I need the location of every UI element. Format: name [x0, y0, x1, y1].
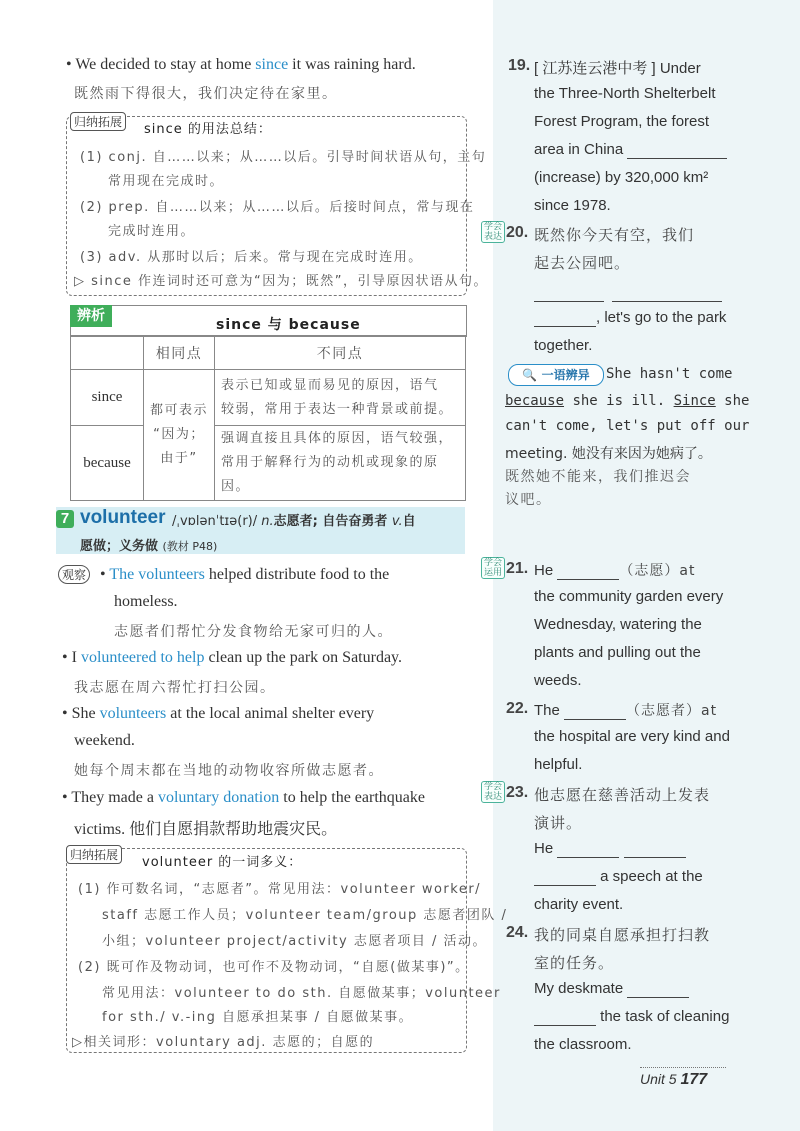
shared-line: “因为； — [153, 427, 205, 442]
shared-line: 由于” — [160, 451, 198, 466]
yiyu-text: She hasn't come — [606, 366, 733, 382]
answer-blank[interactable] — [627, 980, 689, 998]
textbook-ref: (教材 P48) — [162, 540, 218, 553]
yiyu-text: 既然她不能来，我们推迟会 — [505, 469, 691, 485]
q19-text: [ 江苏连云港中考 ] Under — [534, 60, 701, 77]
diff-line: 较弱，常用于表达一种背景或前提。 — [221, 401, 454, 417]
yiyu-text: can't come, let's put off our — [505, 418, 750, 434]
pronunciation: /ˌvɒlənˈtɪə(r)/ — [172, 514, 262, 529]
q20-text: 既然你今天有空，我们 — [534, 226, 695, 244]
example-3-cn: 她每个周末都在当地的动物收容所做志愿者。 — [74, 763, 384, 779]
example-1-cont: homeless. — [114, 593, 178, 610]
example-1: • The volunteers helped distribute food to the — [100, 566, 390, 583]
highlight: voluntary donation — [157, 789, 280, 806]
entry-definition-2 — [80, 535, 217, 554]
q23-text: 他志愿在慈善活动上发表 — [534, 786, 711, 804]
entry-number: 7 — [56, 510, 74, 528]
example-2-cn: 我志愿在周六帮忙打扫公园。 — [74, 680, 276, 696]
diff-line: 表示已知或显而易见的原因，语气 — [221, 377, 439, 393]
yiyu-text: 议吧。 — [505, 492, 552, 508]
answer-blank[interactable] — [564, 702, 626, 720]
yiyu-label: 🔍 一语辨异 — [508, 364, 604, 386]
diff-line: 常用于解释行为的动机或现象的原因。 — [221, 455, 439, 494]
shared-meaning — [144, 370, 215, 501]
q20-text: together. — [534, 337, 593, 354]
volunteer-summary-line: (1) 作可数名词，“志愿者”。常见用法：volunteer worker/ — [78, 882, 482, 897]
since-example: • We decided to stay at home since it was raining hard. — [66, 56, 416, 73]
entry-word: volunteer — [80, 507, 166, 528]
shared-line: 都可表示 — [149, 403, 208, 418]
magnifier-icon: 🔍 — [522, 368, 538, 382]
q19-text: the Three-North Shelterbelt — [534, 85, 716, 102]
q23-line4: a speech at the — [534, 868, 703, 886]
bianxi-label: 辨析 — [70, 305, 112, 327]
yiyu-text: meeting. 她没有来因为她病了。 — [505, 446, 712, 462]
answer-blank[interactable] — [534, 868, 596, 886]
diff-line: 强调直接且具体的原因，语气较强， — [221, 431, 454, 446]
q24-line3: My deskmate — [534, 980, 689, 998]
since-summary-title: since 的用法总结： — [144, 122, 272, 137]
answer-blank[interactable] — [534, 1008, 596, 1026]
yiyu-text: because she is ill. Since she — [505, 393, 750, 409]
highlight: volunteered to help — [80, 649, 205, 666]
example-3-cont: weekend. — [74, 732, 135, 749]
example-3: • She volunteers at the local animal shelter every — [62, 705, 375, 722]
answer-blank[interactable] — [557, 840, 619, 858]
since-summary-line: 常用现在完成时。 — [108, 174, 225, 189]
q22-line1: The （志愿者）at — [534, 702, 718, 719]
pos: n. — [261, 514, 274, 529]
volunteer-summary-line: 常见用法：volunteer to do sth. 自愿做某事；volunteer — [102, 986, 501, 1001]
q22-text: the hospital are very kind and — [534, 728, 730, 745]
since-summary-line: (3) adv. 从那时以后；后来。常与现在完成时连用。 — [80, 250, 423, 265]
q21-text: Wednesday, watering the — [534, 616, 702, 633]
q24-text: 室的任务。 — [534, 954, 615, 972]
since-summary-line: (2) prep. 自……以来；从……以后。后接时间点，常与现在 — [80, 200, 475, 215]
q20-line4: , let's go to the park — [534, 309, 726, 327]
footer-rule — [640, 1067, 726, 1068]
example-4-cont: victims. 他们自愿捐款帮助地震灾民。 — [74, 821, 338, 838]
volunteer-summary-title: volunteer 的一词多义： — [142, 855, 303, 870]
answer-blank[interactable] — [624, 840, 686, 858]
volunteer-summary-note: ▷相关词形：voluntary adj. 志愿的；自愿的 — [72, 1035, 375, 1050]
q21-line1: He （志愿）at — [534, 562, 696, 579]
col-same: 相同点 — [144, 336, 215, 370]
q19-number: 19. — [508, 57, 531, 74]
answer-blank[interactable] — [557, 562, 619, 580]
answer-blank[interactable] — [612, 284, 722, 302]
footer — [640, 1071, 707, 1089]
row-since: since — [71, 370, 144, 426]
pos: v. — [391, 514, 403, 529]
example-4: • They made a voluntary donation to help the earthquake — [62, 789, 425, 806]
meaning: 自 — [402, 514, 416, 529]
q21-text: the community garden every — [534, 588, 724, 605]
meaning: 愿做；义务做 — [80, 539, 159, 554]
q21-text: plants and pulling out the — [534, 644, 701, 661]
meaning: 志愿者; 自告奋勇者 — [273, 514, 392, 529]
learn-express-tag: 学会表达 — [481, 221, 505, 243]
answer-blank[interactable] — [534, 284, 604, 302]
answer-blank[interactable] — [627, 141, 727, 159]
observe-label: 观察 — [58, 565, 90, 584]
because-diff — [215, 426, 466, 501]
learn-express-tag: 学会表达 — [481, 781, 505, 803]
highlight: The volunteers — [109, 566, 205, 583]
since-summary-note: ▷ since 作连词时还可意为“因为；既然”，引导原因状语从句。 — [74, 274, 489, 289]
q21-number: 21. — [506, 560, 529, 577]
q19-text: (increase) by 320,000 km² — [534, 169, 709, 186]
since-summary-line: 完成时连用。 — [108, 224, 196, 239]
answer-blank[interactable] — [534, 309, 596, 327]
q22-number: 22. — [506, 700, 529, 717]
bianxi-title: since 与 because — [216, 317, 361, 333]
since-summary-line: (1) conj. 自……以来；从……以后。引导时间状语从句，主句 — [80, 150, 487, 165]
q20-line3 — [534, 284, 722, 302]
q22-text: helpful. — [534, 756, 583, 773]
q24-line4: the task of cleaning — [534, 1008, 729, 1026]
q24-text: the classroom. — [534, 1036, 632, 1053]
example-1-cn: 志愿者们帮忙分发食物给无家可归的人。 — [114, 624, 393, 640]
q24-text: 我的同桌自愿承担打扫教 — [534, 926, 711, 944]
q23-text: charity event. — [534, 896, 624, 913]
q19-text: since 1978. — [534, 197, 611, 214]
q23-text: 演讲。 — [534, 814, 583, 832]
page-number: 177 — [680, 1071, 708, 1088]
highlight: volunteers — [99, 705, 167, 722]
q24-number: 24. — [506, 924, 529, 941]
q21-text: weeds. — [534, 672, 582, 689]
q23-number: 23. — [506, 784, 529, 801]
q19-line4: area in China — [534, 141, 727, 159]
q20-text: 起去公园吧。 — [534, 254, 631, 272]
col-diff: 不同点 — [215, 336, 466, 370]
example-2: • I volunteered to help clean up the park on Saturday. — [62, 649, 403, 666]
summary-label: 归纳拓展 — [66, 845, 122, 864]
entry-definition — [172, 510, 416, 529]
volunteer-summary-line: (2) 既可作及物动词，也可作不及物动词，“自愿(做某事)”。 — [78, 960, 470, 975]
learn-apply-tag: 学会运用 — [481, 557, 505, 579]
since-example-cn: 既然雨下得很大，我们决定待在家里。 — [74, 86, 338, 102]
row-because: because — [71, 426, 144, 501]
volunteer-summary-line: 小组；volunteer project/activity 志愿者项目 / 活动。 — [102, 934, 488, 949]
q20-number: 20. — [506, 224, 529, 241]
q23-line3: He — [534, 840, 686, 858]
volunteer-summary-line: for sth./ v.-ing 自愿承担某事 / 自愿做某事。 — [102, 1010, 414, 1025]
bianxi-table — [70, 335, 466, 501]
volunteer-summary-line: staff 志愿工作人员；volunteer team/group 志愿者团队 / — [102, 908, 508, 923]
since-diff — [215, 370, 466, 426]
q19-text: Forest Program, the forest — [534, 113, 710, 130]
summary-label: 归纳拓展 — [70, 112, 126, 131]
unit-label: Unit 5 — [640, 1071, 677, 1087]
